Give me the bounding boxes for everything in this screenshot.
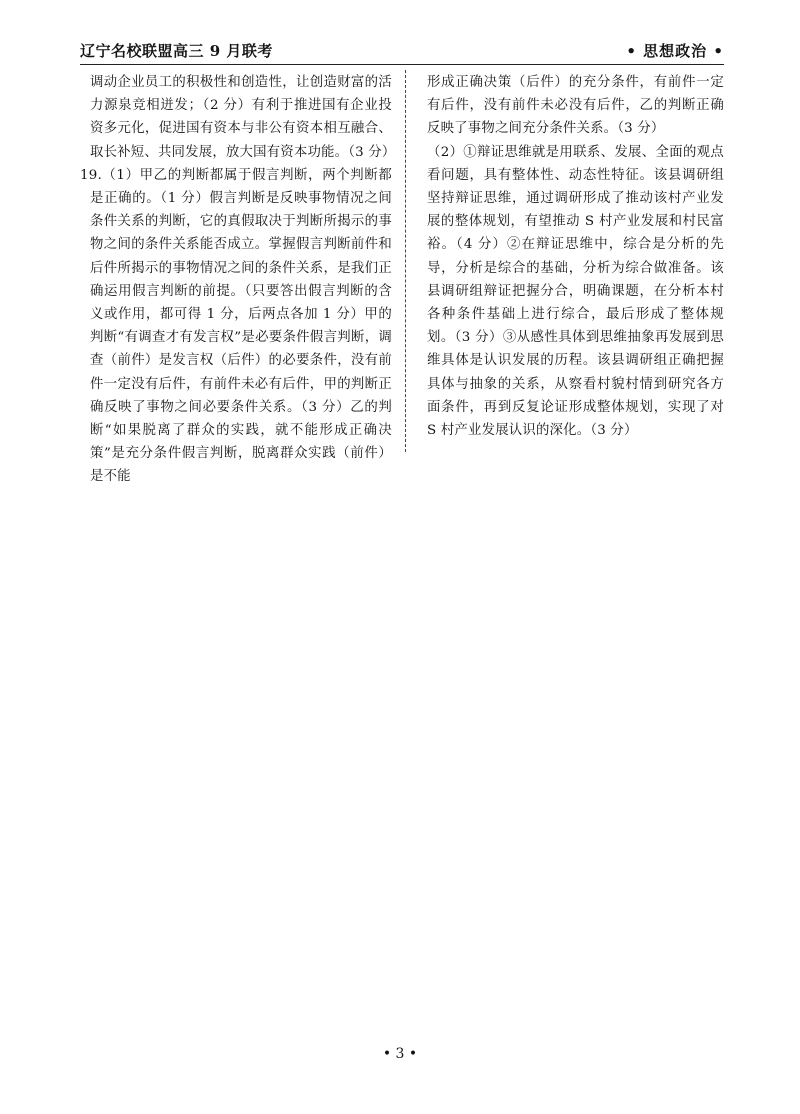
subject-title: • 思想政治 • — [626, 42, 724, 60]
answer-19-part-2: （2）①辩证思维就是用联系、发展、全面的观点看问题，具有整体性、动态性特征。该县调研组坚持辩证思维，通过调研形成了推动该村产业发展的整体规划，有望推动 S 村产业发展和村民富裕。（4 分）②在辩证思维中，综合是分析的先导，分析是综合的基础，分析为综合做准备。该县调研组辩证把握分合，明确课题，在分析本村各种条件基础上进行综合，最后形成了整体规划。（3 分）③从感性具体到思维抽象再发展到思维具体是认识发展的历程。该县调研组正确把握具体与抽象的关系，从察看村貌村情到研究各方面条件，再到反复论证形成整体规划，实现了对 S 村产业发展认识的深化。（3 分） — [427, 144, 724, 439]
page-header — [80, 38, 724, 64]
answer-18-continuation: 调动企业员工的积极性和创造性，让创造财富的活力源泉竞相迸发；（2 分）有利于推进国有企业投资多元化，促进国有资本与非公有资本相互融合、取长补短、共同发展，放大国有资本功能。（3 分） — [90, 75, 396, 160]
answer-19-part-1-continuation: 形成正确决策（后件）的充分条件，有前件一定有后件，没有前件未必没有后件，乙的判断正确反映了事物之间充分条件关系。（3 分） — [427, 75, 724, 137]
left-column — [80, 71, 396, 489]
header-rule — [80, 64, 724, 65]
right-column — [427, 71, 724, 442]
column-divider — [405, 70, 406, 452]
page-number: • 3 • — [382, 1046, 418, 1062]
answer-19-part-1: 19.（1）甲乙的判断都属于假言判断，两个判断都是正确的。（1 分）假言判断是反映事物情况之间条件关系的判断，它的真假取决于判断所揭示的事物之间的条件关系能否成立。掌握假言判断前件和后件所揭示的事物情况之间的条件关系，是我们正确运用假言判断的前提。（只要答出假言判断的含义或作用，都可得 1 分，后两点各加 1 分）甲的判断“有调查才有发言权”是必要条件假言判断，调查（前件）是发言权（后件）的必要条件，没有前件一定没有后件，有前件未必有后件，甲的判断正确反映了事物之间必要条件关系。（3 分）乙的判断“如果脱离了群众的实践，就不能形成正确决策”是充分条件假言判断，脱离群众实践（前件）是不能 — [80, 167, 392, 485]
exam-title: 辽宁名校联盟高三 9 月联考 — [80, 42, 273, 60]
